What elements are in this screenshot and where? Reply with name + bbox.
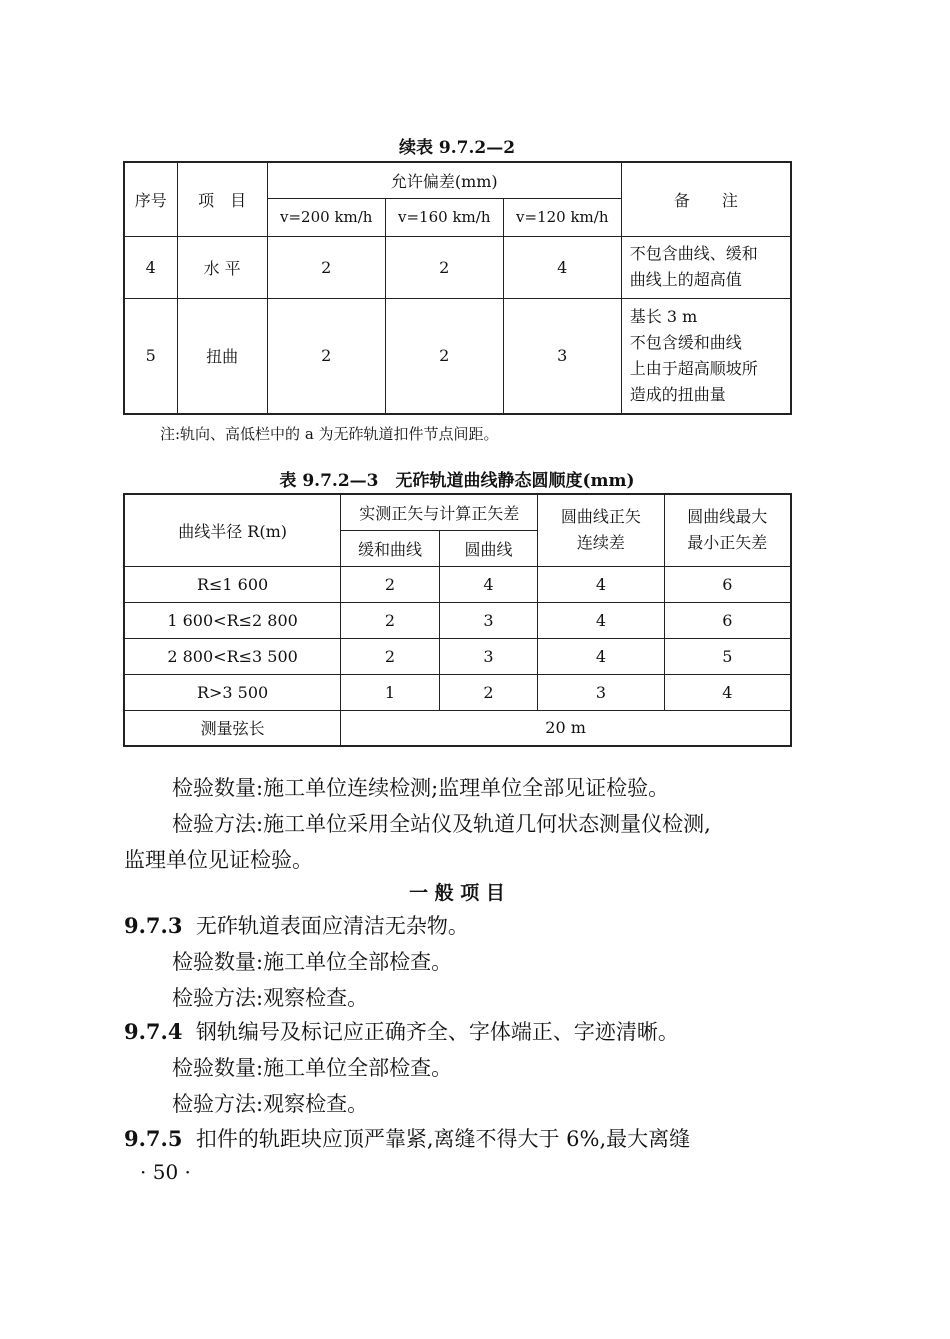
cell-radius: R≤1 600: [124, 566, 341, 602]
cell-v120: 3: [503, 298, 621, 414]
cell-remark: [621, 298, 791, 414]
clause-number: 9.7.5: [124, 1126, 183, 1151]
table-row: [124, 710, 791, 746]
remark-line: 基长 3 m: [629, 306, 698, 326]
remark-line: 不包含曲线、缓和: [629, 244, 758, 263]
cell-continuity: 4: [538, 566, 664, 602]
cell-remark: [621, 236, 791, 298]
header-line: 连续差: [576, 533, 625, 553]
cell-maxmin: 4: [664, 674, 791, 710]
table1-note: 注:轨向、高低栏中的 a 为无砟轨道扣件节点间距。: [160, 425, 499, 443]
cell-chord-value: 20 m: [341, 710, 791, 746]
paragraph-inspection-method: 检验方法:施工单位采用全站仪及轨道几何状态测量仪检测,: [172, 812, 711, 836]
cell-item: 扭曲: [177, 298, 267, 414]
table-row: [124, 674, 791, 710]
cell-v200: 2: [267, 298, 385, 414]
header-circular: 圆曲线: [439, 530, 538, 566]
cell-seq: 4: [124, 236, 177, 298]
clause-9-7-3: [124, 908, 469, 944]
header-line: 最小正矢差: [687, 533, 768, 553]
table1: [123, 161, 792, 415]
header-seq: 序号: [124, 162, 177, 236]
header-item: 项 目: [177, 162, 267, 236]
clause-number: 9.7.3: [124, 913, 183, 938]
clause-text: 无砟轨道表面应清洁无杂物。: [195, 914, 469, 938]
paragraph-inspection-qty: 检验数量:施工单位连续检测;监理单位全部见证检验。: [172, 776, 670, 800]
cell-continuity: 3: [538, 674, 664, 710]
table-row: [124, 602, 791, 638]
cell-radius: 1 600<R≤2 800: [124, 602, 341, 638]
remark-line: 曲线上的超高值: [629, 270, 742, 289]
cell-transition: 2: [341, 602, 440, 638]
cell-radius: R>3 500: [124, 674, 341, 710]
cell-transition: 2: [341, 638, 440, 674]
header-tolerance: 允许偏差(mm): [267, 162, 621, 198]
clause-9-7-4: [124, 1014, 679, 1050]
cell-v160: 2: [385, 298, 503, 414]
clause-text: 钢轨编号及标记应正确齐全、字体端正、字迹清晰。: [195, 1020, 679, 1044]
remark-line: 造成的扭曲量: [629, 384, 726, 404]
cell-circular: 3: [439, 602, 538, 638]
cell-circular: 2: [439, 674, 538, 710]
header-line: 圆曲线最大: [687, 507, 768, 527]
header-v120: v=120 km/h: [503, 198, 621, 236]
cell-seq: 5: [124, 298, 177, 414]
cell-radius: 2 800<R≤3 500: [124, 638, 341, 674]
clause-9-7-4-method: 检验方法:观察检查。: [172, 1092, 369, 1116]
header-measured: 实测正矢与计算正矢差: [341, 494, 538, 530]
header-maxmin: [664, 494, 791, 566]
header-transition: 缓和曲线: [341, 530, 440, 566]
table-row: [124, 298, 791, 414]
table2: [123, 493, 792, 747]
table-row: [124, 638, 791, 674]
header-v160: v=160 km/h: [385, 198, 503, 236]
cell-v200: 2: [267, 236, 385, 298]
table-row: [124, 566, 791, 602]
clause-number: 9.7.4: [124, 1019, 183, 1044]
remark-line: 上由于超高顺坡所: [629, 358, 758, 378]
cell-item: 水 平: [177, 236, 267, 298]
header-remark: 备 注: [621, 162, 791, 236]
cell-maxmin: 5: [664, 638, 791, 674]
header-radius: 曲线半径 R(m): [124, 494, 341, 566]
header-v200: v=200 km/h: [267, 198, 385, 236]
cell-circular: 3: [439, 638, 538, 674]
cell-v160: 2: [385, 236, 503, 298]
clause-9-7-3-method: 检验方法:观察检查。: [172, 986, 369, 1010]
paragraph-inspection-method-cont: 监理单位见证检验。: [124, 848, 313, 872]
cell-transition: 1: [341, 674, 440, 710]
cell-transition: 2: [341, 566, 440, 602]
table1-caption: 续表 9.7.2—2: [398, 138, 516, 158]
cell-v120: 4: [503, 236, 621, 298]
page-number: · 50 ·: [140, 1160, 191, 1184]
section-heading: 一 般 项 目: [409, 882, 505, 904]
cell-circular: 4: [439, 566, 538, 602]
header-continuity: [538, 494, 664, 566]
cell-continuity: 4: [538, 602, 664, 638]
cell-maxmin: 6: [664, 566, 791, 602]
cell-chord-label: 测量弦长: [124, 710, 341, 746]
cell-continuity: 4: [538, 638, 664, 674]
remark-line: 不包含缓和曲线: [629, 332, 742, 352]
table2-caption: 表 9.7.2—3 无砟轨道曲线静态圆顺度(mm): [279, 471, 635, 491]
cell-maxmin: 6: [664, 602, 791, 638]
table-row: [124, 236, 791, 298]
clause-9-7-3-qty: 检验数量:施工单位全部检查。: [172, 950, 453, 974]
clause-text: 扣件的轨距块应顶严靠紧,离缝不得大于 6%,最大离缝: [195, 1127, 691, 1151]
clause-9-7-5: [124, 1121, 690, 1157]
clause-9-7-4-qty: 检验数量:施工单位全部检查。: [172, 1056, 453, 1080]
header-line: 圆曲线正矢: [560, 507, 641, 527]
